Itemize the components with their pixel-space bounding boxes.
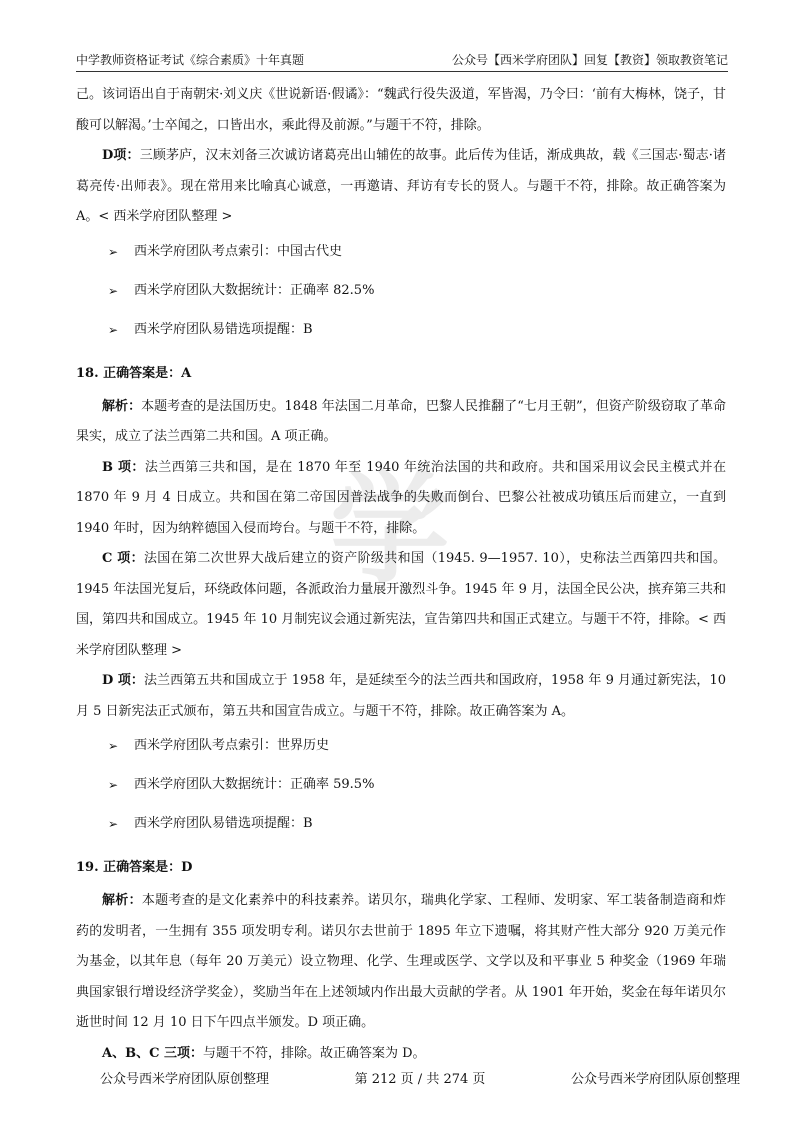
q17-continuation: 己。该词语出自于南朝宋·刘义庆《世说新语·假谲》：“魏武行役失汲道，军皆渴，乃令曰：‘前有大梅林，饶子，甘酸可以解渴。’士卒闻之，口皆出水，乘此得及前源。”与题干不符，排除。: [76, 87, 726, 133]
header-promo: 公众号【西米学府团队】回复【教资】领取教资笔记: [451, 53, 728, 67]
q18-option-c: C 项：法国在第二次世界大战后建立的资产阶级共和国（1945. 9—1957. 10），史称法兰西第四共和国。1945 年法国光复后，环绕政体问题，各派政治力量展开激烈斗争。1945 年 9 月，法国全民公决，摈弃第三共和国，第四共和国成立。1945 年 10 月制宪议会通过新宪法，宣告第四共和国正式建立。与题干不符，排除。< 西米学府团队整理 >: [76, 551, 726, 658]
q18-bullet: ➢ 西米学府团队大数据统计：正确率 59.5%: [76, 766, 726, 805]
q18-option-b: B 项：法兰西第三共和国，是在 1870 年至 1940 年统治法国的共和政府。共和国采用议会民主模式并在 1870 年 9 月 4 日成立。共和国在第二帝国因普法战争的失败而倒台、巴黎公社被成功镇压后而建立，一直到 1940 年时，因为纳粹德国入侵而垮台。与题干不符，排除。: [76, 459, 726, 536]
page-header: [76, 44, 728, 72]
q17-bullet: ➢ 西米学府团队易错选项提醒：B: [76, 311, 726, 350]
arrow-bullet-icon: ➢: [108, 817, 119, 832]
q17-bullet: ➢ 西米学府团队考点索引：中国古代史: [76, 233, 726, 272]
header-title: 中学教师资格证考试《综合素质》十年真题: [76, 53, 305, 67]
q18-bullet: ➢ 西米学府团队易错选项提醒：B: [76, 805, 726, 844]
q19-heading: 19. 正确答案是：D: [76, 860, 193, 875]
page-footer: [100, 1068, 740, 1087]
q19-option-abc: A、B、C 三项：与题干不符，排除。故正确答案为 D。: [102, 1045, 426, 1061]
q19-analysis: 解析：本题考查的是文化素养中的科技素养。诺贝尔，瑞典化学家、工程师、发明家、军工装备制造商和炸药的发明者，一生拥有 355 项发明专利。诺贝尔去世前于 1895 年立下遗嘱，将其财产性大部分 920 万美元作为基金，以其年息（每年 20 万美元）设立物理、化学、生理或医学、文学以及和平事业 5 种奖金（1969 年瑞典国家银行增设经济学奖金），奖励当年在上述领域内作出最大贡献的学者。从 1901 年开始，奖金在每年诺贝尔逝世时间 12 月 10 日下午四点半颁发。D 项正确。: [76, 893, 726, 1030]
arrow-bullet-icon: ➢: [108, 283, 119, 298]
arrow-bullet-icon: ➢: [108, 778, 119, 793]
arrow-bullet-icon: ➢: [108, 244, 119, 259]
footer-right: 公众号西米学府团队原创整理: [570, 1072, 740, 1087]
q18-bullet: ➢ 西米学府团队考点索引：世界历史: [76, 727, 726, 766]
q17-option-d: D项：三顾茅庐，汉末刘备三次诚访诸葛亮出山辅佐的故事。此后传为佳话，渐成典故，载《三国志·蜀志·诸葛亮传·出师表》。现在常用来比喻真心诚意，一再邀请、拜访有专长的贤人。与题干不符，排除。故正确答案为A。< 西米学府团队整理 >: [76, 148, 727, 224]
q17-bullet: ➢ 西米学府团队大数据统计：正确率 82.5%: [76, 272, 726, 311]
watermark-logo: 学: [330, 459, 450, 600]
arrow-bullet-icon: ➢: [108, 739, 119, 754]
arrow-bullet-icon: ➢: [108, 322, 119, 337]
footer-left: 公众号西米学府团队原创整理: [100, 1072, 270, 1087]
page-number: 第 212 页 / 共 274 页: [354, 1072, 486, 1087]
q18-heading: 18. 正确答案是：A: [76, 365, 192, 381]
q18-analysis: 解析：本题考查的是法国历史。1848 年法国二月革命，巴黎人民推翻了“七月王朝”，但资产阶级窃取了革命果实，成立了法兰西第二共和国。A 项正确。: [76, 398, 726, 444]
q18-option-d: D 项：法兰西第五共和国成立于 1958 年，是延续至今的法兰西共和国政府，1958 年 9 月通过新宪法，10 月 5 日新宪法正式颁布，第五共和国宣告成立。与题干不符，排除。故正确答案为 A。: [76, 673, 726, 719]
page-content: [76, 80, 726, 1069]
